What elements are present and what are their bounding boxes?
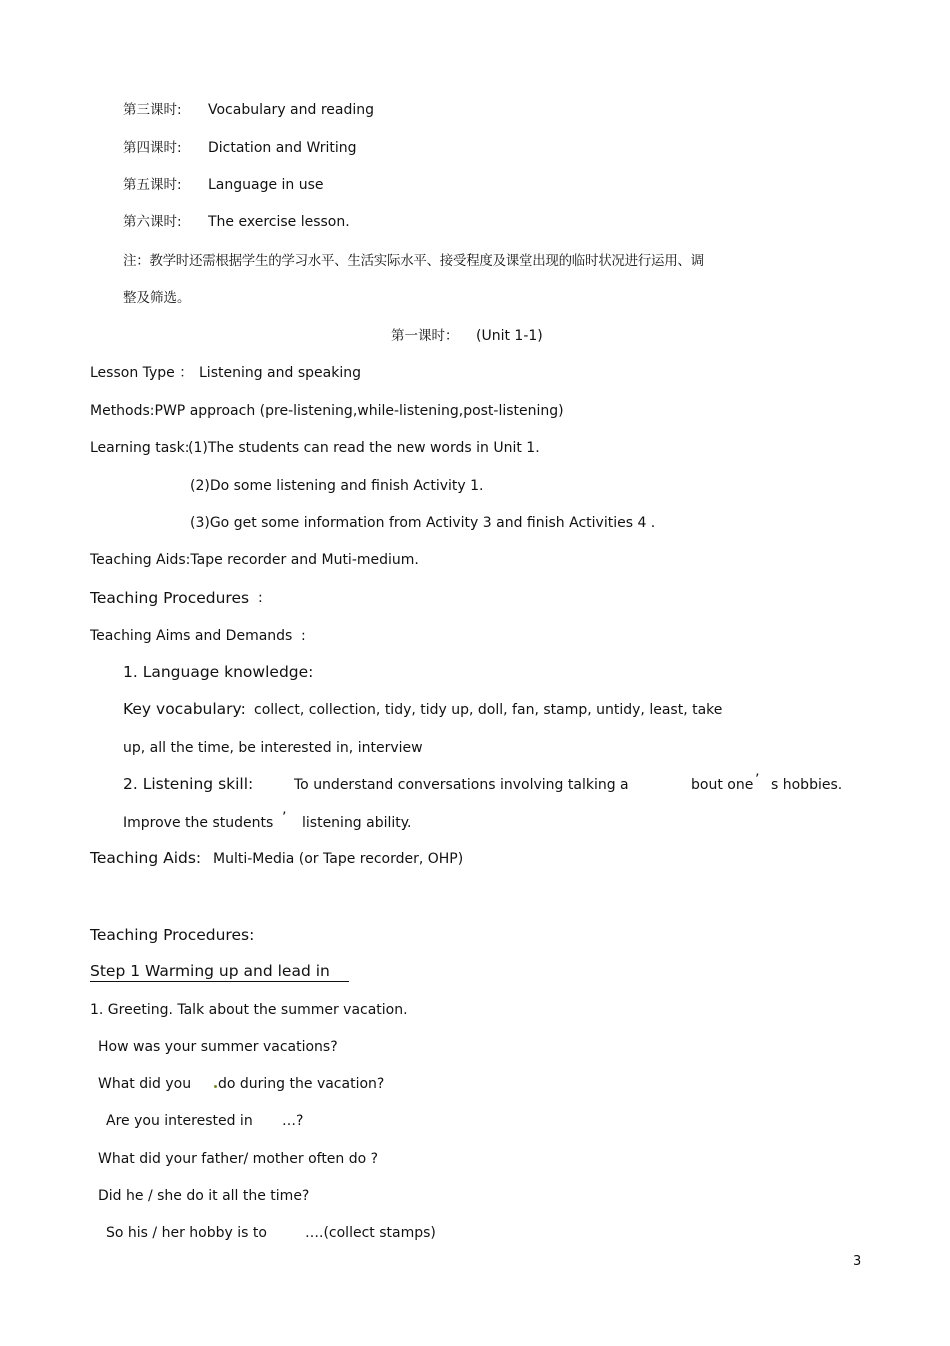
teaching-procedures-label: Teaching Procedures [90, 589, 250, 607]
question-2-a: What did you [98, 1076, 192, 1092]
question-6-a: So his / her hobby is to [106, 1225, 267, 1241]
lesson-heading-label: 第一课时： [391, 328, 459, 344]
key-vocabulary-line-1: collect, collection, tidy, tidy up, doll, fan, stamp, untidy, least, take [254, 702, 723, 718]
question-5: Did he / she do it all the time? [98, 1188, 310, 1204]
key-vocabulary-line-2: up, all the time, be interested in, interview [123, 740, 423, 756]
page-number: 3 [853, 1254, 862, 1269]
question-2-b: do during the vacation? [218, 1076, 385, 1092]
language-knowledge-title: 1. Language knowledge: [123, 663, 314, 681]
schedule-content-4: Dictation and Writing [208, 140, 357, 156]
note-line-2: 整及筛选。 [123, 290, 191, 306]
teaching-procedures-2: Teaching Procedures: [90, 926, 255, 944]
question-3-a: Are you interested in [106, 1113, 253, 1129]
lesson-type-value: Listening and speaking [199, 365, 361, 381]
lesson-type-label: Lesson Type ： [90, 365, 194, 381]
lesson-heading-unit: (Unit 1-1) [476, 328, 543, 344]
teaching-aids: Teaching Aids:Tape recorder and Muti-medium. [90, 552, 419, 568]
teaching-procedures-colon: : [258, 590, 263, 606]
schedule-label-5: 第五课时: [123, 177, 182, 193]
listening-skill-text-a: To understand conversations involving talking a [294, 777, 629, 793]
schedule-content-6: The exercise lesson. [208, 214, 350, 230]
note-line-1: 注：教学时还需根据学生的学习水平、生活实际水平、接受程度及课堂出现的临时状况进行运用、调 [123, 253, 704, 269]
question-1: How was your summer vacations? [98, 1039, 338, 1055]
greeting: 1. Greeting. Talk about the summer vacation. [90, 1002, 408, 1018]
learning-task-1: (1)The students can read the new words in Unit 1. [188, 440, 540, 456]
teaching-aids-2-value: Multi-Media (or Tape recorder, OHP) [213, 851, 464, 867]
listening-skill-text-c: s hobbies. [771, 777, 843, 793]
learning-task-3: (3)Go get some information from Activity 3 and finish Activities 4 . [190, 515, 656, 531]
question-3-b: …? [282, 1113, 304, 1129]
question-6-b: ….(collect stamps) [305, 1225, 436, 1241]
question-4: What did your father/ mother often do ? [98, 1151, 379, 1167]
improve-text-b: listening ability. [302, 815, 412, 831]
schedule-label-4: 第四课时: [123, 140, 182, 156]
methods: Methods:PWP approach (pre-listening,while-listening,post-listening) [90, 403, 564, 419]
schedule-label-6: 第六课时: [123, 214, 182, 230]
listening-skill-text-b: bout one [691, 777, 754, 793]
mark-dot [214, 1085, 217, 1088]
schedule-label-3: 第三课时: [123, 102, 182, 118]
key-vocabulary-label: Key vocabulary: [123, 700, 246, 718]
schedule-content-5: Language in use [208, 177, 324, 193]
aims-label: Teaching Aims and Demands [90, 628, 293, 644]
listening-skill-apostrophe: ’ [755, 772, 760, 788]
improve-text-a: Improve the students [123, 815, 274, 831]
schedule-content-3: Vocabulary and reading [208, 102, 375, 118]
teaching-aids-2-label: Teaching Aids: [90, 849, 202, 867]
learning-task-label: Learning task: [90, 440, 190, 456]
listening-skill-label: 2. Listening skill: [123, 775, 254, 793]
learning-task-2: (2)Do some listening and finish Activity 1. [190, 478, 484, 494]
aims-colon: : [301, 628, 306, 644]
improve-apostrophe: ’ [282, 810, 287, 826]
step-1-heading: Step 1 Warming up and lead in [90, 962, 349, 982]
